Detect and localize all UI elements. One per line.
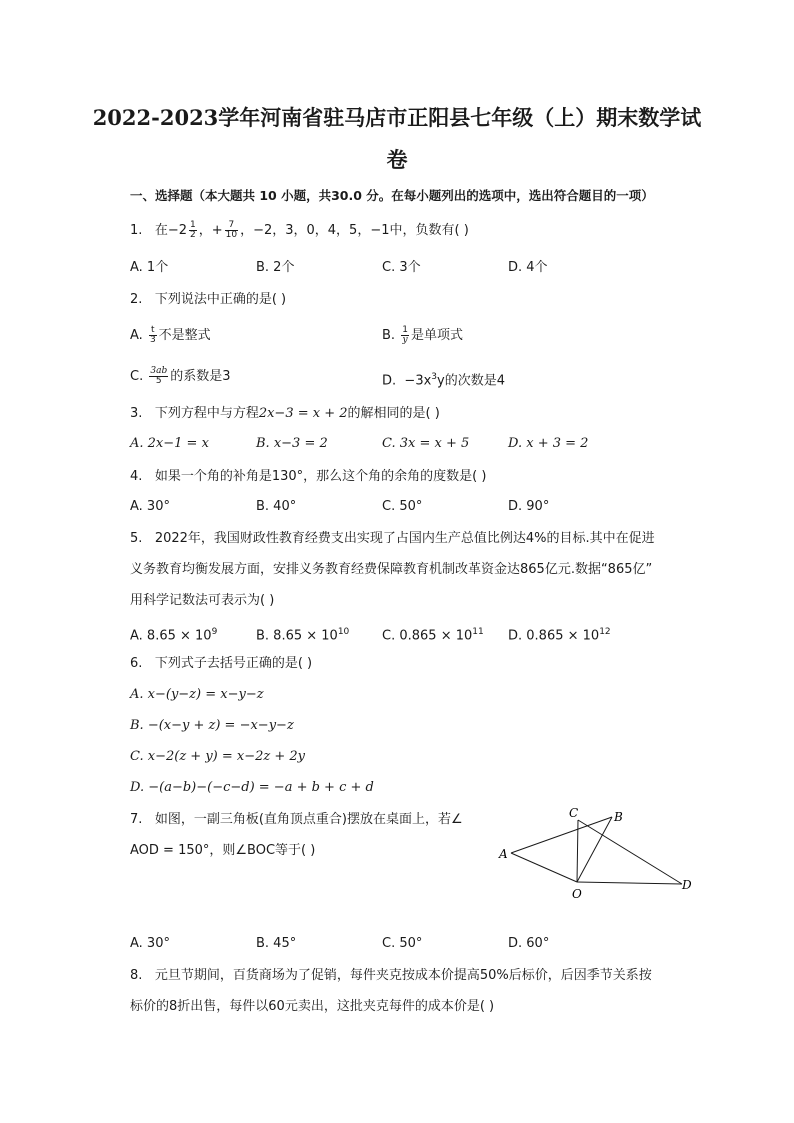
label-b: B [614, 810, 623, 824]
question-5-line2: 义务教育均衡发展方面，安排义务教育经费保障教育机制改革资金达865亿元.数据“865亿” [130, 562, 653, 577]
question-text: 如果一个角的补角是130°，那么这个角的余角的度数是( ) [154, 469, 487, 484]
option-b[interactable] [382, 326, 463, 346]
question-text: 如图，一副三角板(直角顶点重合)摆放在桌面上，若∠ [154, 812, 463, 827]
option-c[interactable]: C. 3x = x + 5 [382, 436, 470, 451]
question-number: 6. [130, 656, 143, 671]
option-b[interactable] [256, 622, 349, 646]
question-number: 3. [130, 406, 143, 421]
fraction [149, 326, 157, 345]
label-c: C [569, 806, 579, 820]
question-number: 7. [130, 812, 143, 827]
section-header: 一、选择题（本大题共 10 小题，共30.0 分。在每小题列出的选项中，选出符合题目的一项） [130, 188, 654, 203]
fraction-numerator: 1 [402, 325, 408, 335]
segment-bo [577, 817, 612, 882]
option-a[interactable]: A. 30° [130, 936, 170, 951]
option-d[interactable]: D. x + 3 = 2 [508, 436, 589, 451]
option-b[interactable]: B. −(x−y + z) = −x−y−z [130, 718, 294, 733]
option-text: B. 8.65 × 10 [256, 628, 338, 644]
question-7-line2: AOD = 150°，则∠BOC等于( ) [130, 843, 316, 858]
exponent: 12 [599, 627, 611, 637]
exam-title-line1: 2022-2023学年河南省驻马店市正阳县七年级（上）期末数学试 [92, 105, 702, 130]
option-c[interactable] [130, 367, 231, 387]
option-math: −3x [404, 373, 432, 389]
option-label: A. [130, 328, 143, 343]
question-5-line3: 用科学记数法可表示为( ) [130, 593, 275, 608]
option-c[interactable]: C. 50° [382, 936, 423, 951]
triangle-figure [490, 805, 710, 905]
question-text: 在−2 [154, 223, 187, 238]
question-1 [130, 221, 469, 241]
question-text: 下列方程中与方程 [154, 406, 259, 421]
question-text: 的解相同的是( ) [347, 406, 440, 421]
option-text: y的次数是4 [437, 373, 505, 389]
option-text: 是单项式 [410, 328, 463, 343]
question-number: 2. [130, 292, 143, 307]
fraction [401, 326, 409, 345]
fraction [225, 221, 238, 240]
option-text: C. 0.865 × 10 [382, 628, 473, 644]
question-text: 下列式子去括号正确的是( ) [154, 656, 313, 671]
label-a: A [499, 847, 508, 861]
option-text: A. 8.65 × 10 [130, 628, 212, 644]
option-b[interactable]: B. 2个 [256, 260, 295, 275]
question-text: ，+ [198, 223, 223, 238]
option-label: B. [382, 328, 396, 343]
option-d[interactable]: D. 90° [508, 499, 550, 514]
option-d[interactable]: D. −(a−b)−(−c−d) = −a + b + c + d [130, 780, 374, 795]
option-b[interactable]: B. 45° [256, 936, 297, 951]
fraction-numerator: t [149, 326, 157, 336]
option-label: D. [382, 373, 397, 389]
option-a[interactable]: A. x−(y−z) = x−y−z [130, 687, 264, 702]
option-c[interactable]: C. 3个 [382, 260, 421, 275]
exponent: 10 [337, 627, 350, 637]
label-d: D [682, 878, 692, 892]
option-d[interactable] [508, 622, 611, 646]
question-2 [130, 290, 286, 310]
fraction-numerator: 7 [225, 221, 238, 231]
segment-ao [511, 853, 577, 882]
option-c[interactable]: C. x−2(z + y) = x−2z + 2y [130, 749, 306, 764]
question-number: 8. [130, 968, 143, 983]
option-a[interactable]: A. 30° [130, 499, 170, 514]
exponent: 9 [211, 627, 218, 637]
question-3 [130, 404, 440, 424]
question-4 [130, 467, 486, 487]
question-5 [130, 529, 655, 549]
fraction-denominator: 3 [149, 335, 156, 345]
question-text: 元旦节期间，百货商场为了促销，每件夹克按成本价提高50%后标价，后因季节关系按 [154, 968, 652, 983]
fraction [189, 221, 197, 240]
fraction-denominator: 10 [225, 230, 238, 240]
question-number: 4. [130, 469, 143, 484]
exam-title-line2: 卷 [386, 147, 408, 172]
exponent: 11 [472, 627, 484, 637]
option-text: 的系数是3 [170, 369, 231, 384]
option-d[interactable]: D. 60° [508, 936, 550, 951]
question-number: 1. [130, 223, 143, 238]
label-o: O [572, 887, 582, 901]
option-d[interactable] [382, 367, 505, 391]
fraction-denominator: y [402, 335, 408, 345]
option-a[interactable]: A. 1个 [130, 260, 169, 275]
question-8-line2: 标价的8折出售，每件以60元卖出，这批夹克每件的成本价是( ) [130, 999, 495, 1014]
equation: 2x−3 = x + 2 [258, 406, 348, 421]
option-text: 不是整式 [158, 328, 211, 343]
fraction-numerator: 3ab [150, 366, 168, 376]
option-d[interactable]: D. 4个 [508, 260, 548, 275]
option-label: C. [130, 369, 144, 384]
segment-ab [511, 817, 612, 853]
question-7 [130, 810, 463, 830]
option-c[interactable] [382, 622, 484, 646]
question-number: 5. [130, 531, 143, 546]
option-b[interactable]: B. 40° [256, 499, 297, 514]
question-text: 下列说法中正确的是( ) [154, 292, 287, 307]
option-a[interactable] [130, 622, 217, 646]
question-8 [130, 966, 652, 986]
segment-od [577, 882, 682, 884]
question-text: ，−2，3，0，4，5，−1中，负数有( ) [240, 223, 469, 238]
option-c[interactable]: C. 50° [382, 499, 423, 514]
fraction-numerator: 1 [189, 220, 196, 230]
exponent: 3 [431, 372, 438, 382]
option-a[interactable]: A. 2x−1 = x [130, 436, 209, 451]
option-a[interactable] [130, 326, 211, 346]
question-6 [130, 654, 312, 674]
option-b[interactable]: B. x−3 = 2 [256, 436, 328, 451]
question-text: 2022年，我国财政性教育经费支出实现了占国内生产总值比例达4%的目标.其中在促进 [154, 531, 655, 546]
fraction-denominator: 2 [189, 230, 196, 240]
option-text: D. 0.865 × 10 [508, 628, 600, 644]
fraction-denominator: 5 [155, 376, 162, 386]
fraction [149, 367, 168, 386]
